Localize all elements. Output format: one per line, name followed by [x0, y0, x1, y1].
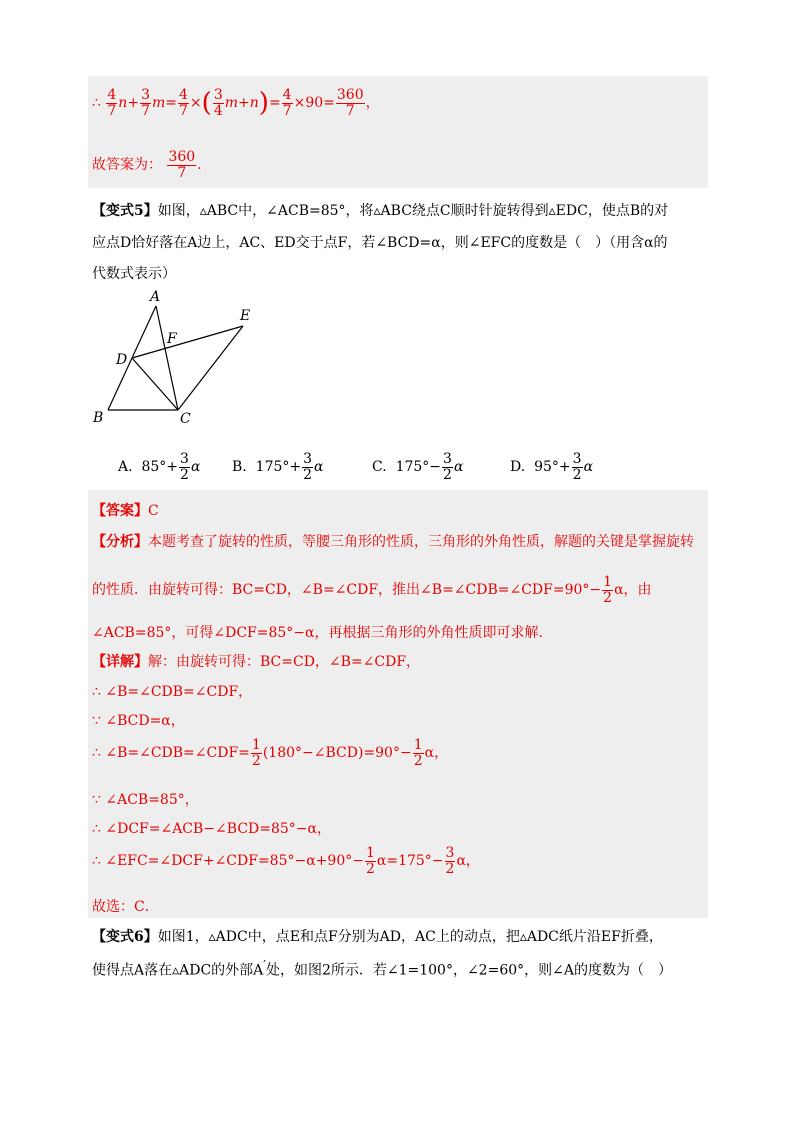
triangle-figure: [88, 286, 268, 430]
q6-line-2: 使得点A落在▵ADC的外部A′处，如图2所示．若∠1=100°，∠2=60°，则∠A的度数为（ ）: [92, 958, 672, 979]
q6-line-1: 【变式6】如图1，▵ADC中，点E和点F分别为AD，AC上的动点，把▵ADC纸片沿EF折叠，: [92, 929, 663, 945]
detail-choice: 故选：C．: [92, 899, 159, 915]
analysis-line-1: 【分析】本题考查了旋转的性质，等腰三角形的性质，三角形的外角性质，解题的关键是掌握旋转: [92, 534, 694, 550]
option-d[interactable]: D. 95°+ $\frac{3}{2}$ α: [510, 451, 594, 483]
analysis-line-2: 的性质．由旋转可得：BC=CD，∠B=∠CDF，推出∠B=∠CDB=∠CDF=90°− $\frac{1}{2}$ α，由: [92, 574, 652, 606]
answer-line-top: 故答案为： $\frac{360}{7}$ ．: [92, 149, 212, 181]
q5-line-1: 【变式5】如图，▵ABC中，∠ACB=85°，将▵ABC绕点C顺时针旋转得到▵EDC，使点B的对: [92, 203, 669, 219]
answer-tag: 【答案】: [92, 503, 148, 519]
detail-line-2: ∴ ∠B=∠CDB=∠CDF，: [92, 684, 253, 700]
label-F: F: [167, 331, 177, 347]
segment-EC: [178, 326, 243, 410]
detail-line-4: ∴ ∠B=∠CDB=∠CDF= $\frac{1}{2}$ (180°−∠BCD)=90°− $\frac{1}{2}$ α，: [92, 737, 449, 769]
q6-tag: 【变式6】: [92, 929, 158, 945]
option-c[interactable]: C. 175°− $\frac{3}{2}$ α: [372, 451, 464, 483]
segment-DE: [132, 326, 243, 358]
label-D: D: [116, 352, 128, 368]
label-E: E: [240, 308, 251, 324]
detail-line-5: ∵ ∠ACB=85°，: [92, 792, 199, 808]
segment-AC: [156, 306, 178, 410]
answer-value: C: [148, 503, 159, 519]
option-b[interactable]: B. 175°+ $\frac{3}{2}$ α: [232, 451, 324, 483]
label-B: B: [93, 410, 104, 426]
label-C: C: [180, 411, 191, 427]
equation-line: ∴ $\frac{4}{7}$ n+ $\frac{3}{7}$ m= $\frac{4}{7}$ ×( $\frac{3}{4}$ m+n)= $\frac{4}{7}$ ×90= $\frac{360}{7}$ ，: [92, 87, 380, 119]
segment-DC: [132, 358, 178, 410]
answer-line: [92, 500, 159, 520]
detail-line-3: ∵ ∠BCD=α，: [92, 713, 185, 729]
q5-line-2: 应点D恰好落在A边上，AC、ED交于点F，若∠BCD=α，则∠EFC的度数是（ ）（用含α的: [92, 235, 668, 251]
option-a[interactable]: A. 85°+ $\frac{3}{2}$ α: [118, 451, 201, 483]
detail-line-6: ∴ ∠DCF=∠ACB−∠BCD=85°−α，: [92, 821, 331, 837]
label-A: A: [150, 289, 161, 305]
q5-tag: 【变式5】: [92, 203, 158, 219]
q5-line-3: 代数式表示）: [92, 266, 176, 282]
detail-line-7: ∴ ∠EFC=∠DCF+∠CDF=85°−α+90°− $\frac{1}{2}$ α=175°− $\frac{3}{2}$ α，: [92, 845, 480, 877]
analysis-tag: 【分析】: [92, 534, 148, 550]
detail-line-1: 【详解】解：由旋转可得：BC=CD，∠B=∠CDF，: [92, 654, 421, 670]
detail-tag: 【详解】: [92, 654, 148, 670]
analysis-line-3: ∠ACB=85°，可得∠DCF=85°−α，再根据三角形的外角性质即可求解．: [92, 625, 553, 641]
